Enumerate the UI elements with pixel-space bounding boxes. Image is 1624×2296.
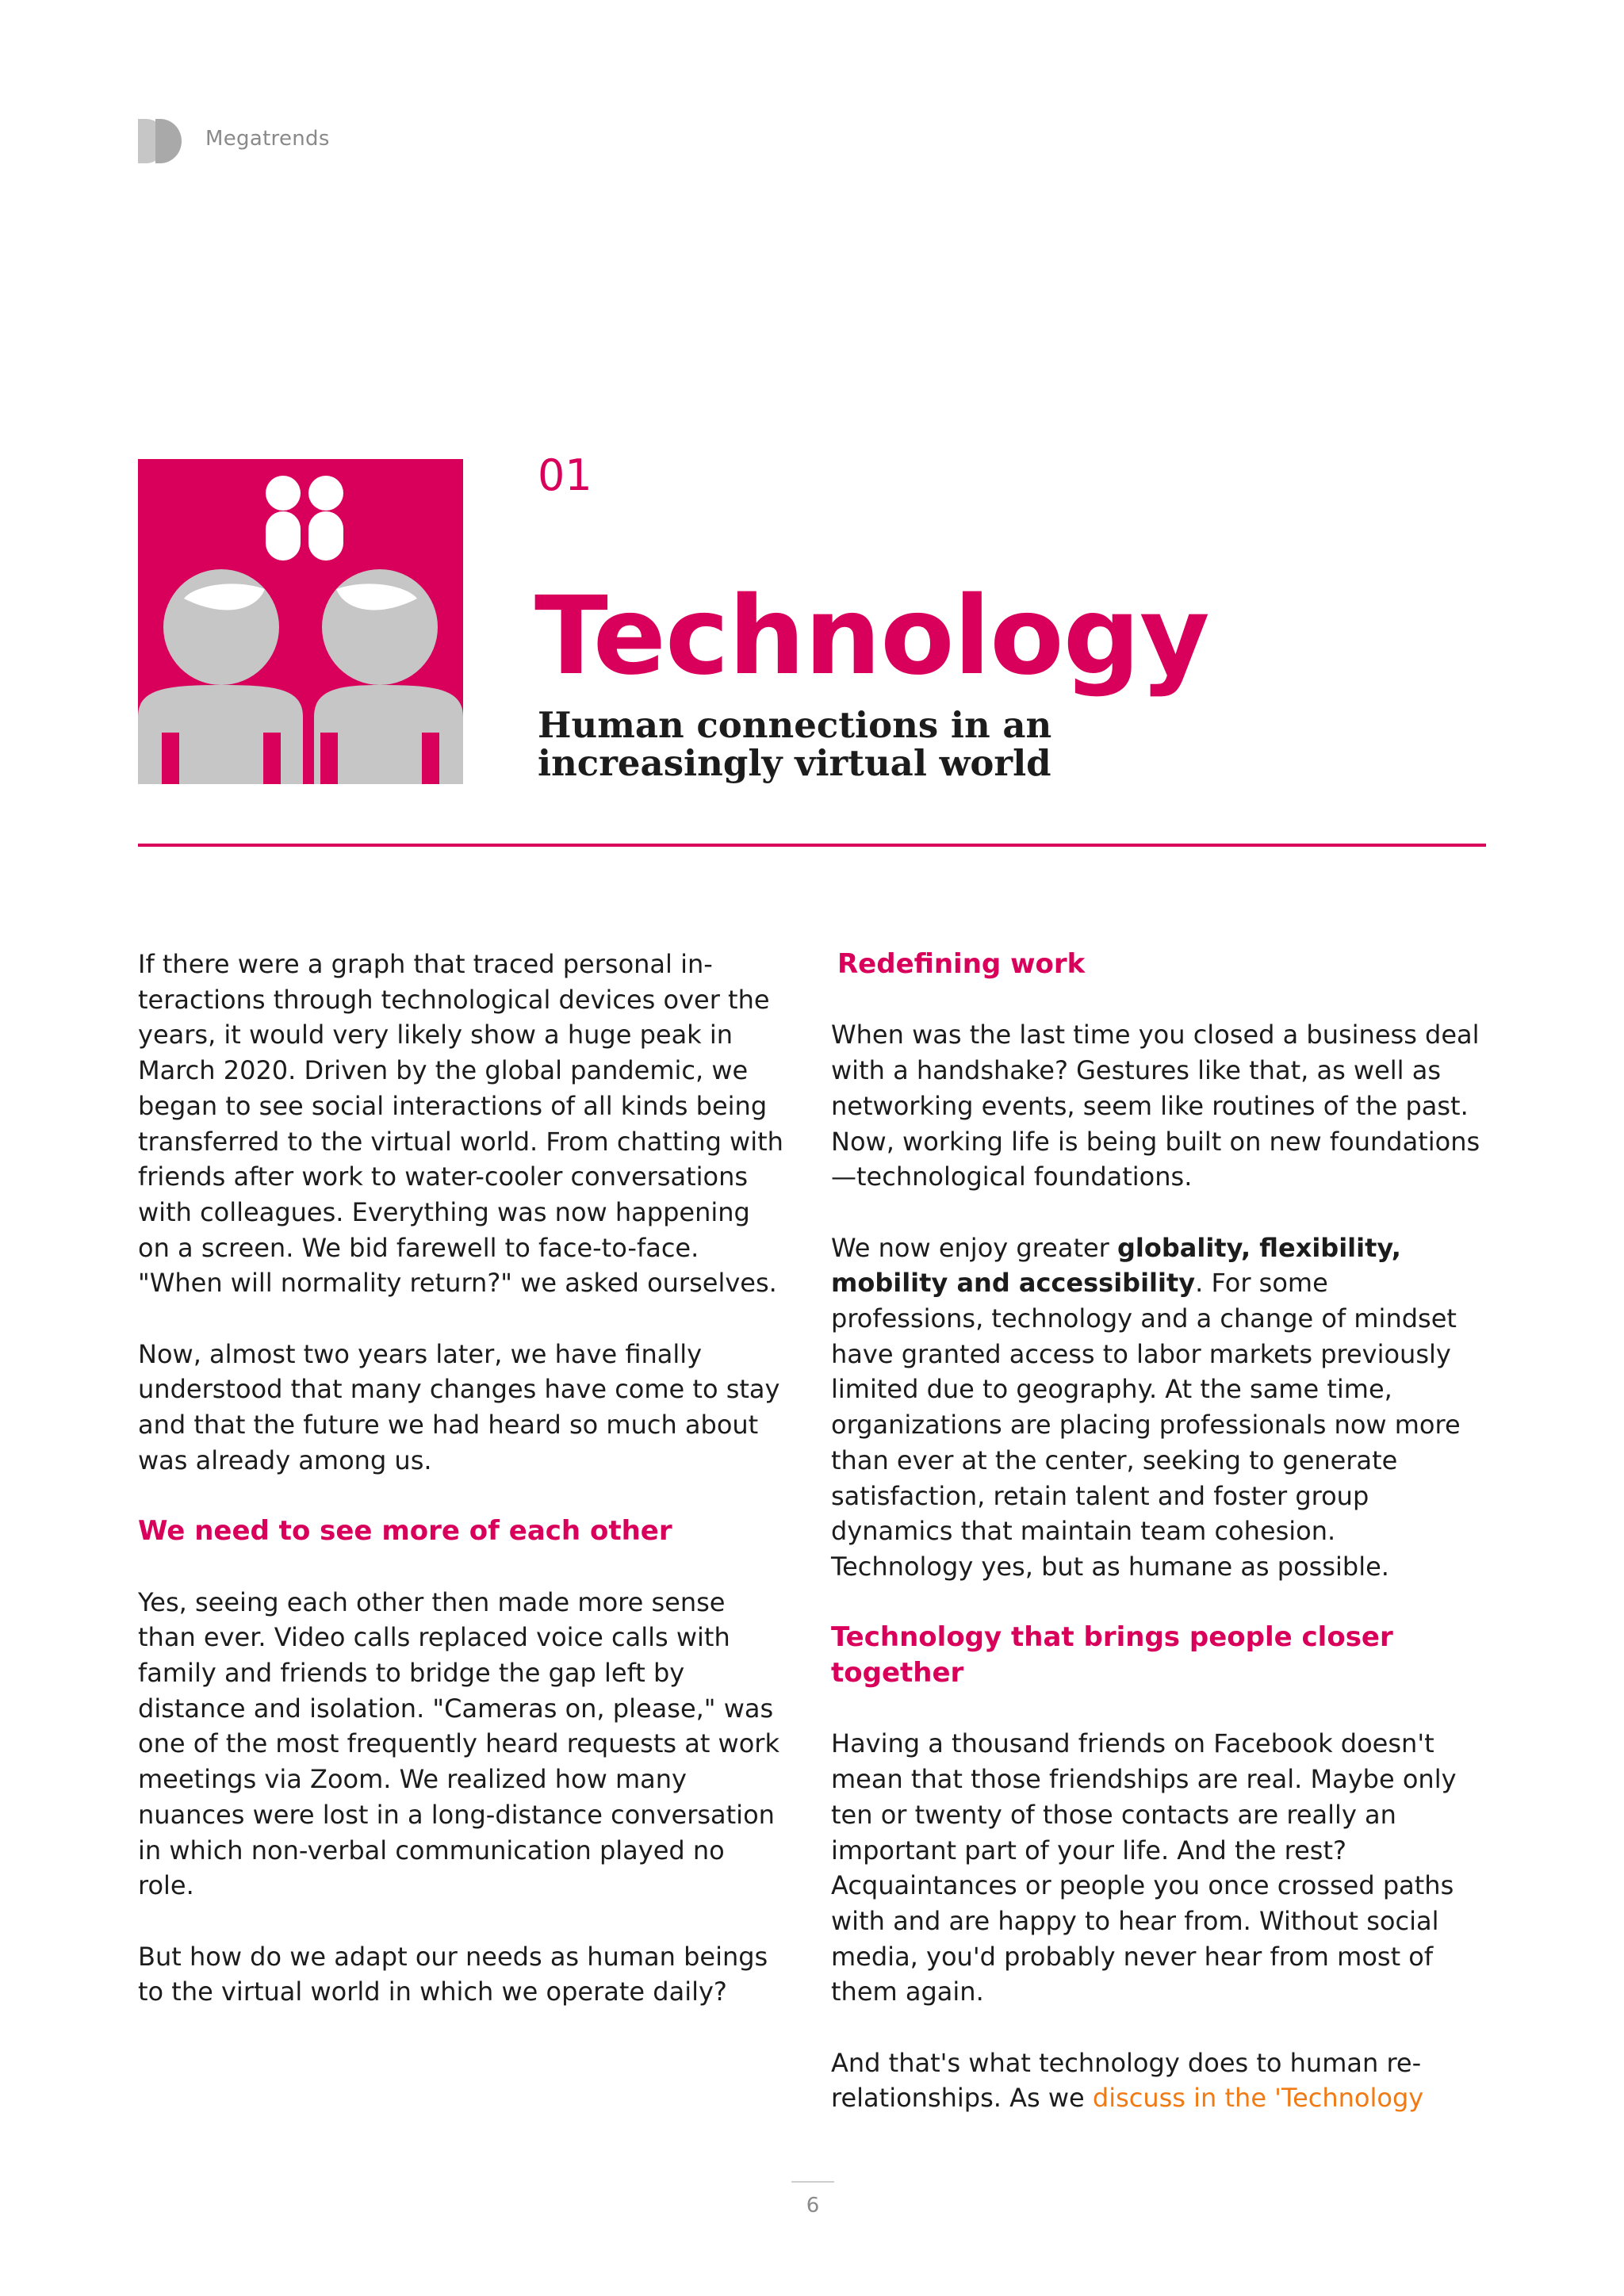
report-link[interactable]: discuss in the 'Technology [1092, 2083, 1424, 2114]
paragraph: Now, almost two years later, we have finally understood that many changes have come to stay and that the future we had heard so much about was already among us. [138, 1338, 780, 1475]
footer-divider [791, 2181, 834, 2183]
section-heading: We need to see more of each other [138, 1515, 672, 1548]
section-heading: Redefining work [837, 948, 1086, 980]
brand-name: Megatrends [205, 127, 330, 151]
double-d-logo-icon [138, 119, 182, 163]
text-run: . For some professions, technology and a change of mindset have granted access to labor markets previously limited due to geography. At the same time, organizations are placing professionals now more than ever at the center, seeking to generate satisfaction, retain talent and foster group dynamics that maintain team cohesion. Technology yes, but as humane as possible. [831, 1268, 1461, 1582]
section-divider [138, 844, 1486, 847]
people-talking-icon [138, 459, 463, 784]
paragraph: Having a thousand friends on Facebook doesn't mean that those friendships are real. Maybe only ten or twenty of those contacts are really an important part of your life. And the rest? Acquaintances or people you once crossed paths with and are happy to hear from. Without social media, you'd probably never hear from most of them again. [831, 1728, 1457, 2007]
paragraph: When was the last time you closed a business deal with a handshake? Gestures like that, as well as networking events, seem like routines of the past. Now, working life is being built on new foundations—technological foundations. [831, 1020, 1480, 1192]
paragraph: Yes, seeing each other then made more sense than ever. Video calls replaced voice calls with family and friends to bridge the gap left by distance and isolation. "Cameras on, please," was one of the most frequently heard requests at work meetings via Zoom. We realized how many nuances were lost in a long-distance conversation in which non-verbal communication played no role. [138, 1586, 779, 1901]
chapter-number: 01 [538, 450, 592, 500]
text-run: We now enjoy greater [831, 1232, 1117, 1263]
text-run: And that's what technology does to human re-relationships. As we [831, 2047, 1422, 2114]
left-column [138, 947, 788, 2045]
page-number: 6 [806, 2194, 820, 2218]
bold-text: globality, flexibility, mobility and accessibility [831, 1232, 1401, 1299]
paragraph [831, 1230, 1481, 1585]
right-column [831, 947, 1481, 2152]
paragraph [831, 2045, 1481, 2116]
paragraph: If there were a graph that traced personal in-teractions through technological devices over the years, it would very likely show a huge peak in March 2020. Driven by the global pandemic, we began to see social interactions of all kinds being transferred to the virtual world. From chatting with friends after work to water-cooler conversations with colleagues. Everything was now happening on a screen. We bid farewell to face-to-face. "When will normality return?" we asked ourselves. [138, 949, 783, 1299]
section-heading: Technology that brings people closer together [831, 1621, 1393, 1689]
page-subtitle: Human connections in an increasingly virtual world [538, 704, 1052, 784]
page-title: Technology [534, 574, 1209, 699]
paragraph: But how do we adapt our needs as human beings to the virtual world in which we operate daily? [138, 1941, 768, 2007]
